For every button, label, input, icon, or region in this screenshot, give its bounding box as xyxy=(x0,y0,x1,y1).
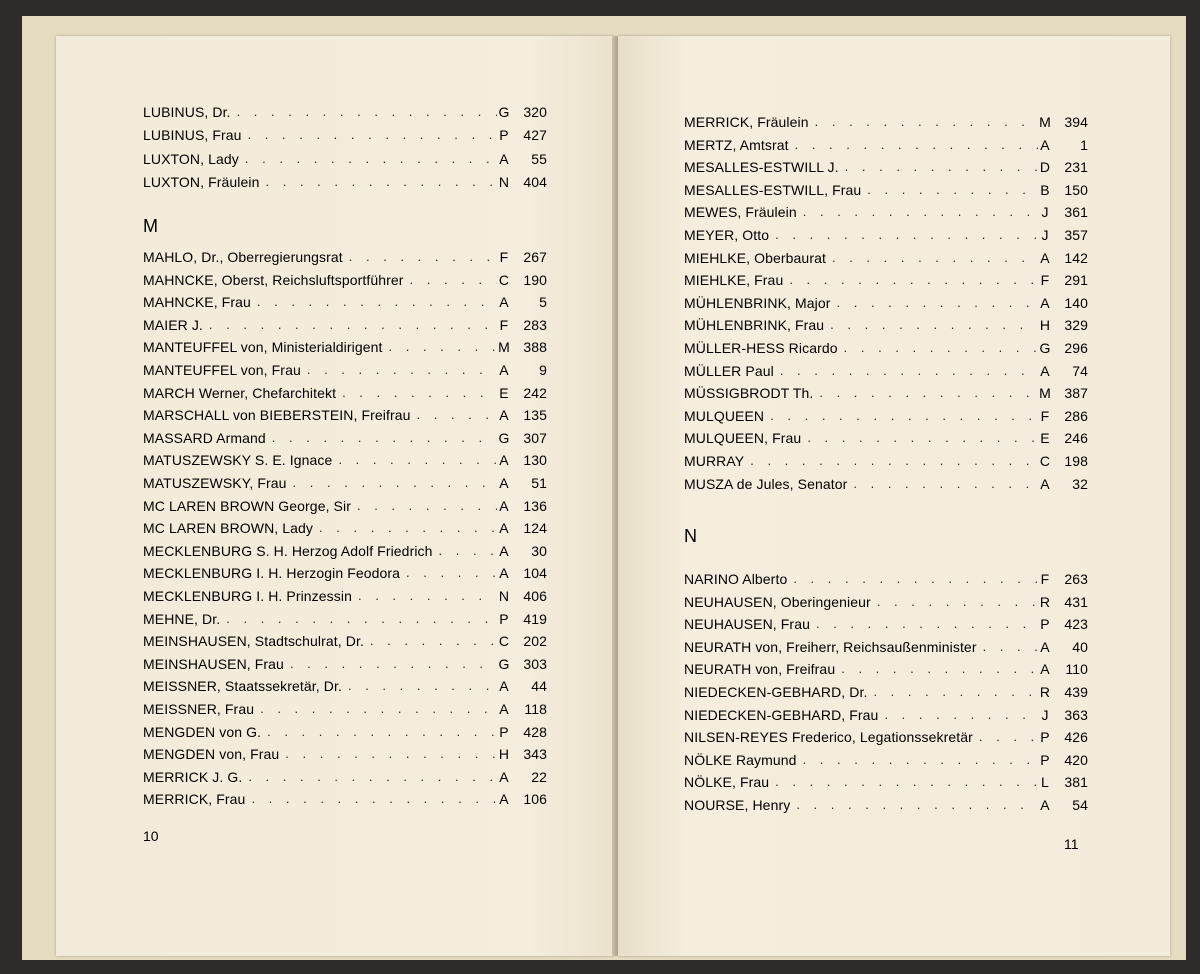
entry-table-letter: P xyxy=(1040,616,1050,633)
left-section-heading: M xyxy=(143,216,158,236)
entry-table-letter: P xyxy=(1040,751,1050,768)
entry-name: NÖLKE, Frau xyxy=(684,774,770,791)
entry-seat-number: 190 xyxy=(523,271,547,288)
entry-leader-dots xyxy=(797,750,1038,770)
directory-entry xyxy=(684,112,1088,132)
directory-entry xyxy=(684,135,1088,155)
directory-entry xyxy=(684,614,1088,634)
entry-seat-number: 198 xyxy=(1064,453,1088,469)
entry-leader-dots xyxy=(769,225,1038,245)
entry-leader-dots xyxy=(764,406,1038,426)
directory-entry xyxy=(684,637,1088,657)
entry-leader-dots xyxy=(977,637,1038,657)
entry-table-letter: J xyxy=(1041,227,1049,243)
entry-name: MAHNCKE, Oberst, Reichsluftsportführer xyxy=(143,271,404,288)
entry-seat-number: 439 xyxy=(1064,684,1088,700)
entry-name: NEURATH von, Freifrau xyxy=(684,661,836,678)
directory-entry xyxy=(684,772,1088,792)
entry-name: MUSZA de Jules, Senator xyxy=(684,475,848,492)
entry-name: MEINSHAUSEN, Stadtschulrat, Dr. xyxy=(143,633,364,650)
entry-name: MAHNCKE, Frau xyxy=(143,294,251,311)
entry-seat-number: 361 xyxy=(1064,204,1088,221)
entry-name: NEUHAUSEN, Frau xyxy=(684,616,810,633)
right-page-number: 11 xyxy=(1064,836,1079,852)
directory-entry xyxy=(143,405,547,425)
entry-name: MARCH Werner, Chefarchitekt xyxy=(143,384,337,401)
directory-entry xyxy=(143,563,547,583)
entry-table-letter: A xyxy=(499,475,509,491)
entry-seat-number: 283 xyxy=(523,316,547,333)
entry-leader-dots xyxy=(878,705,1038,725)
entry-name: MÜSSIGBRODT Th. xyxy=(684,385,814,402)
entry-leader-dots xyxy=(313,518,497,538)
entry-table-letter: E xyxy=(1040,430,1050,447)
entry-name: NOURSE, Henry xyxy=(684,797,791,813)
directory-entry xyxy=(684,248,1088,268)
entry-table-letter: A xyxy=(499,768,509,785)
entry-name: MEISSNER, Staatssekretär, Dr. xyxy=(143,678,342,695)
entry-table-letter: H xyxy=(498,746,510,763)
entry-seat-number: 431 xyxy=(1064,593,1088,610)
entry-leader-dots xyxy=(861,180,1038,200)
entry-leader-dots xyxy=(254,699,497,719)
entry-name: MÜLLER Paul xyxy=(684,362,774,379)
entry-table-letter: F xyxy=(499,316,509,333)
entry-seat-number: 136 xyxy=(523,497,547,514)
directory-entry xyxy=(143,450,547,470)
entry-table-letter: F xyxy=(499,249,509,265)
entry-leader-dots xyxy=(364,631,497,651)
directory-entry xyxy=(684,727,1088,747)
entry-leader-dots xyxy=(835,659,1038,679)
entry-table-letter: A xyxy=(499,520,509,537)
entry-name: MÜLLER-HESS Ricardo xyxy=(684,340,838,356)
entry-seat-number: 263 xyxy=(1064,571,1088,587)
entry-seat-number: 5 xyxy=(539,294,547,311)
entry-seat-number: 406 xyxy=(523,588,547,604)
directory-entry xyxy=(684,270,1088,290)
entry-leader-dots xyxy=(284,654,497,674)
entry-table-letter: C xyxy=(498,633,510,650)
entry-leader-dots xyxy=(351,496,497,516)
entry-leader-dots xyxy=(411,405,497,425)
entry-table-letter: G xyxy=(498,655,510,672)
entry-seat-number: 135 xyxy=(523,407,547,424)
entry-name: MAIER J. xyxy=(143,316,203,333)
entry-seat-number: 363 xyxy=(1064,706,1088,723)
entry-name: MC LAREN BROWN George, Sir xyxy=(143,497,351,514)
entry-table-letter: H xyxy=(1039,317,1051,334)
entry-seat-number: 74 xyxy=(1072,362,1088,379)
directory-entry xyxy=(684,592,1088,612)
directory-entry xyxy=(684,705,1088,725)
entry-leader-dots xyxy=(973,727,1038,747)
entry-leader-dots xyxy=(383,337,498,357)
directory-entry xyxy=(684,293,1088,313)
entry-seat-number: 54 xyxy=(1072,797,1088,813)
entry-seat-number: 55 xyxy=(531,150,547,167)
entry-leader-dots xyxy=(871,592,1038,612)
entry-seat-number: 427 xyxy=(523,127,547,144)
entry-name: MATUSZEWSKY S. E. Ignace xyxy=(143,452,333,469)
right-section-heading: N xyxy=(684,526,697,546)
entry-leader-dots xyxy=(826,248,1038,268)
directory-entry xyxy=(143,541,547,561)
entry-leader-dots xyxy=(245,789,497,809)
entry-table-letter: A xyxy=(1040,294,1050,311)
entry-table-letter: E xyxy=(499,384,509,401)
entry-leader-dots xyxy=(287,473,497,493)
entry-seat-number: 303 xyxy=(523,655,547,672)
entry-seat-number: 110 xyxy=(1065,661,1088,678)
entry-name: LUXTON, Fräulein xyxy=(143,173,260,190)
entry-table-letter: A xyxy=(1040,136,1050,153)
directory-entry xyxy=(143,383,547,403)
entry-table-letter: F xyxy=(1040,571,1050,587)
entry-name: MURRAY xyxy=(684,453,745,469)
entry-table-letter: A xyxy=(499,362,509,378)
entry-seat-number: 428 xyxy=(523,723,547,740)
entry-table-letter: A xyxy=(499,791,509,808)
entry-leader-dots xyxy=(847,474,1038,494)
entry-leader-dots xyxy=(774,361,1038,381)
entry-seat-number: 420 xyxy=(1064,751,1088,768)
entry-table-letter: A xyxy=(1040,638,1050,655)
entry-leader-dots xyxy=(332,450,497,470)
entry-seat-number: 32 xyxy=(1072,475,1088,492)
entry-table-letter: P xyxy=(499,723,509,740)
entry-table-letter: M xyxy=(1039,385,1051,402)
entry-leader-dots xyxy=(400,563,497,583)
entry-name: NIEDECKEN-GEBHARD, Dr. xyxy=(684,684,868,700)
directory-entry xyxy=(684,659,1088,679)
entry-seat-number: 286 xyxy=(1064,407,1088,424)
entry-name: MÜHLENBRINK, Frau xyxy=(684,317,825,334)
entry-leader-dots xyxy=(231,102,497,122)
entry-seat-number: 44 xyxy=(531,678,547,695)
directory-entry xyxy=(143,428,547,448)
directory-entry xyxy=(143,473,547,493)
directory-entry xyxy=(143,676,547,696)
entry-table-letter: A xyxy=(499,497,509,514)
entry-seat-number: 329 xyxy=(1064,317,1088,334)
entry-name: MERRICK, Fräulein xyxy=(684,114,809,130)
entry-leader-dots xyxy=(867,682,1038,702)
entry-table-letter: B xyxy=(1040,181,1050,198)
directory-entry xyxy=(684,406,1088,426)
entry-name: MECKLENBURG S. H. Herzog Adolf Friedrich xyxy=(143,542,433,559)
entry-leader-dots xyxy=(839,157,1038,177)
entry-seat-number: 142 xyxy=(1064,249,1088,266)
entry-name: MESALLES-ESTWILL J. xyxy=(684,159,839,176)
directory-entry xyxy=(143,360,547,380)
entry-seat-number: 231 xyxy=(1064,159,1088,176)
entry-seat-number: 202 xyxy=(523,633,547,650)
directory-entry xyxy=(143,789,547,809)
entry-name: MATUSZEWSKY, Frau xyxy=(143,475,287,491)
entry-table-letter: C xyxy=(498,271,510,288)
directory-entry xyxy=(143,125,547,145)
entry-leader-dots xyxy=(790,795,1038,815)
directory-entry xyxy=(684,451,1088,471)
entry-seat-number: 387 xyxy=(1064,385,1088,402)
directory-entry xyxy=(143,102,547,122)
entry-table-letter: N xyxy=(498,588,510,604)
entry-seat-number: 381 xyxy=(1064,774,1088,791)
directory-entry xyxy=(143,654,547,674)
entry-name: MENGDEN von G. xyxy=(143,723,262,740)
entry-table-letter: J xyxy=(1041,204,1049,221)
entry-table-letter: G xyxy=(1039,340,1051,356)
entry-table-letter: A xyxy=(499,701,509,717)
entry-leader-dots xyxy=(789,135,1038,155)
directory-entry xyxy=(143,609,547,629)
entry-table-letter: D xyxy=(1039,159,1051,176)
directory-entry xyxy=(143,518,547,538)
entry-seat-number: 246 xyxy=(1064,430,1088,447)
directory-entry xyxy=(684,361,1088,381)
entry-table-letter: P xyxy=(499,127,509,144)
entry-leader-dots xyxy=(242,767,497,787)
entry-table-letter: A xyxy=(1040,362,1050,379)
left-page-number: 10 xyxy=(143,828,159,844)
directory-entry xyxy=(143,337,547,357)
entry-name: MEYER, Otto xyxy=(684,227,770,243)
directory-entry xyxy=(143,722,547,742)
entry-seat-number: 140 xyxy=(1064,294,1088,311)
entry-leader-dots xyxy=(352,586,497,606)
entry-name: MAHLO, Dr., Oberregierungsrat xyxy=(143,249,343,265)
entry-leader-dots xyxy=(336,383,497,403)
entry-table-letter: J xyxy=(1041,706,1049,723)
entry-seat-number: 343 xyxy=(523,746,547,763)
entry-table-letter: A xyxy=(499,294,509,311)
entry-table-letter: F xyxy=(1040,407,1050,424)
directory-entry xyxy=(684,180,1088,200)
entry-name: MÜHLENBRINK, Major xyxy=(684,294,831,311)
entry-seat-number: 267 xyxy=(523,249,547,265)
entry-leader-dots xyxy=(813,383,1038,403)
entry-seat-number: 307 xyxy=(523,429,547,446)
entry-name: MECKLENBURG I. H. Herzogin Feodora xyxy=(143,565,401,582)
entry-seat-number: 394 xyxy=(1064,114,1088,130)
directory-entry xyxy=(684,202,1088,222)
entry-table-letter: F xyxy=(1040,272,1050,289)
entry-table-letter: A xyxy=(499,150,509,167)
entry-leader-dots xyxy=(801,428,1038,448)
entry-name: MANTEUFFEL von, Frau xyxy=(143,362,301,378)
entry-leader-dots xyxy=(220,609,497,629)
entry-table-letter: A xyxy=(499,542,509,559)
entry-leader-dots xyxy=(787,569,1038,589)
entry-leader-dots xyxy=(251,292,497,312)
entry-table-letter: P xyxy=(499,610,509,627)
entry-leader-dots xyxy=(301,360,497,380)
entry-seat-number: 419 xyxy=(523,610,547,627)
entry-leader-dots xyxy=(260,172,498,192)
entry-seat-number: 104 xyxy=(523,565,547,582)
entry-name: MEINSHAUSEN, Frau xyxy=(143,655,284,672)
entry-table-letter: A xyxy=(1040,249,1050,266)
entry-seat-number: 357 xyxy=(1064,227,1088,243)
entry-name: MASSARD Armand xyxy=(143,429,266,446)
directory-entry xyxy=(684,383,1088,403)
entry-table-letter: M xyxy=(1039,114,1051,130)
entry-seat-number: 423 xyxy=(1064,616,1088,633)
entry-name: LUBINUS, Dr. xyxy=(143,104,231,120)
directory-entry xyxy=(143,270,547,290)
entry-table-letter: G xyxy=(498,429,510,446)
directory-entry xyxy=(684,682,1088,702)
entry-leader-dots xyxy=(279,744,497,764)
directory-entry xyxy=(684,157,1088,177)
entry-leader-dots xyxy=(838,338,1038,358)
entry-leader-dots xyxy=(266,428,497,448)
entry-seat-number: 1 xyxy=(1080,136,1088,153)
entry-table-letter: C xyxy=(1039,453,1051,469)
directory-entry xyxy=(143,699,547,719)
directory-entry xyxy=(143,172,547,192)
entry-leader-dots xyxy=(343,247,497,267)
directory-entry xyxy=(684,795,1088,815)
entry-seat-number: 9 xyxy=(539,362,547,378)
entry-seat-number: 150 xyxy=(1064,181,1088,198)
entry-leader-dots xyxy=(831,293,1039,313)
directory-entry xyxy=(143,292,547,312)
entry-leader-dots xyxy=(797,202,1038,222)
entry-name: MERRICK J. G. xyxy=(143,768,243,785)
entry-name: NEUHAUSEN, Oberingenieur xyxy=(684,593,871,610)
entry-name: NÖLKE Raymund xyxy=(684,751,797,768)
entry-name: MEHNE, Dr. xyxy=(143,610,221,627)
entry-name: MULQUEEN xyxy=(684,407,765,424)
entry-leader-dots xyxy=(261,722,497,742)
entry-table-letter: M xyxy=(498,339,510,356)
entry-seat-number: 124 xyxy=(523,520,547,537)
entry-name: MARSCHALL von BIEBERSTEIN, Freifrau xyxy=(143,407,411,424)
directory-entry xyxy=(143,247,547,267)
directory-entry xyxy=(684,428,1088,448)
entry-seat-number: 242 xyxy=(523,384,547,401)
entry-name: MANTEUFFEL von, Ministerialdirigent xyxy=(143,339,383,356)
entry-leader-dots xyxy=(433,541,497,561)
entry-table-letter: A xyxy=(499,407,509,424)
entry-leader-dots xyxy=(824,315,1038,335)
entry-name: MENGDEN von, Frau xyxy=(143,746,280,763)
directory-entry xyxy=(684,338,1088,358)
directory-entry xyxy=(143,496,547,516)
directory-entry xyxy=(143,744,547,764)
entry-leader-dots xyxy=(744,451,1038,471)
entry-table-letter: A xyxy=(499,565,509,582)
directory-entry xyxy=(684,474,1088,494)
entry-name: MEISSNER, Frau xyxy=(143,701,255,717)
entry-name: NILSEN-REYES Frederico, Legationssekretär xyxy=(684,729,973,746)
entry-table-letter: A xyxy=(1040,661,1050,678)
directory-entry xyxy=(684,315,1088,335)
entry-leader-dots xyxy=(810,614,1038,634)
entry-table-letter: A xyxy=(499,452,509,469)
entry-table-letter: A xyxy=(499,678,509,695)
entry-leader-dots xyxy=(203,315,497,335)
entry-seat-number: 106 xyxy=(523,791,547,808)
directory-entry xyxy=(143,767,547,787)
entry-leader-dots xyxy=(404,270,497,290)
entry-table-letter: N xyxy=(498,173,510,190)
entry-seat-number: 51 xyxy=(531,475,547,491)
entry-seat-number: 40 xyxy=(1072,638,1088,655)
entry-leader-dots xyxy=(783,270,1038,290)
entry-name: MECKLENBURG I. H. Prinzessin xyxy=(143,588,352,604)
entry-seat-number: 22 xyxy=(531,768,547,785)
entry-table-letter: L xyxy=(1041,774,1049,791)
entry-leader-dots xyxy=(242,125,497,145)
entry-name: MEWES, Fräulein xyxy=(684,204,797,221)
directory-entry xyxy=(143,586,547,606)
entry-name: MESALLES-ESTWILL, Frau xyxy=(684,181,862,198)
entry-name: MIEHLKE, Oberbaurat xyxy=(684,249,826,266)
entry-name: MC LAREN BROWN, Lady xyxy=(143,520,314,537)
entry-seat-number: 320 xyxy=(523,104,547,120)
entry-seat-number: 118 xyxy=(524,701,547,717)
entry-name: LUBINUS, Frau xyxy=(143,127,242,144)
entry-seat-number: 130 xyxy=(523,452,547,469)
entry-name: MERTZ, Amtsrat xyxy=(684,136,789,153)
directory-entry xyxy=(143,631,547,651)
entry-leader-dots xyxy=(239,149,497,169)
directory-entry xyxy=(143,149,547,169)
entry-name: MIEHLKE, Frau xyxy=(684,272,784,289)
entry-seat-number: 426 xyxy=(1064,729,1088,746)
entry-leader-dots xyxy=(809,112,1038,132)
directory-entry xyxy=(684,750,1088,770)
entry-table-letter: A xyxy=(1040,475,1050,492)
entry-seat-number: 388 xyxy=(523,339,547,356)
entry-table-letter: R xyxy=(1039,684,1051,700)
entry-table-letter: R xyxy=(1039,593,1051,610)
entry-table-letter: P xyxy=(1040,729,1050,746)
entry-seat-number: 404 xyxy=(523,173,547,190)
entry-name: NARINO Alberto xyxy=(684,571,788,587)
directory-entry xyxy=(684,569,1088,589)
entry-seat-number: 296 xyxy=(1064,340,1088,356)
entry-name: LUXTON, Lady xyxy=(143,150,239,167)
entry-table-letter: A xyxy=(1040,797,1050,813)
directory-entry xyxy=(143,315,547,335)
entry-leader-dots xyxy=(342,676,497,696)
entry-seat-number: 291 xyxy=(1064,272,1088,289)
directory-entry xyxy=(684,225,1088,245)
entry-seat-number: 30 xyxy=(531,542,547,559)
entry-name: MERRICK, Frau xyxy=(143,791,246,808)
entry-name: NEURATH von, Freiherr, Reichsaußenminister xyxy=(684,638,977,655)
entry-name: NIEDECKEN-GEBHARD, Frau xyxy=(684,706,879,723)
entry-leader-dots xyxy=(769,772,1038,792)
entry-table-letter: G xyxy=(498,104,510,120)
entry-name: MULQUEEN, Frau xyxy=(684,430,802,447)
